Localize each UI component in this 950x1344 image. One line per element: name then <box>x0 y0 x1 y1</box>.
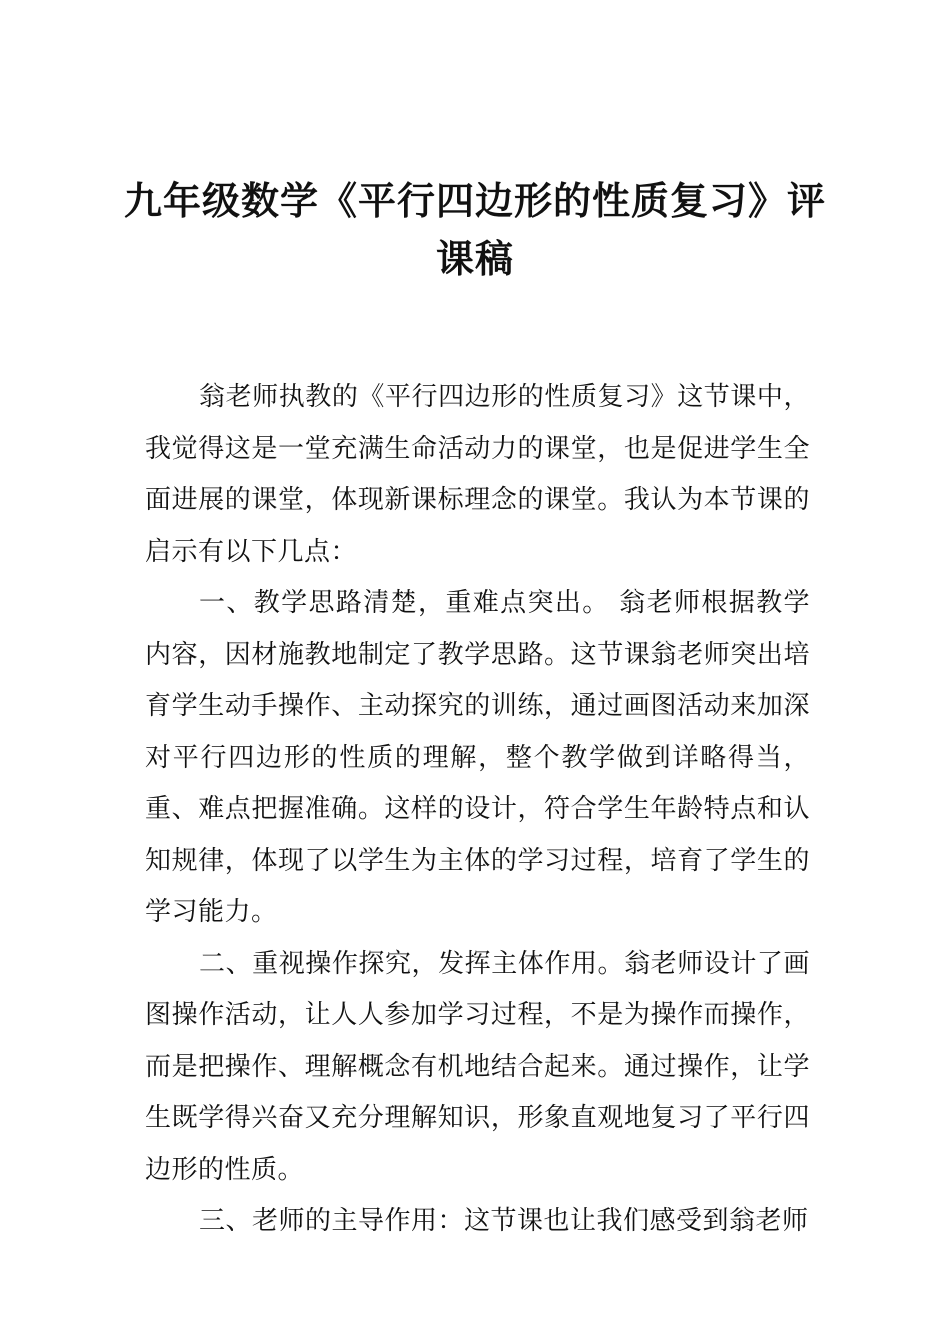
document-body <box>145 372 810 1248</box>
title-line-1: 九年级数学《平行四边形的性质复习》评 <box>123 179 826 223</box>
paragraph-point-3: 三、老师的主导作用：这节课也让我们感受到翁老师 <box>199 1206 809 1236</box>
document-title <box>120 172 830 288</box>
paragraph-intro: 翁老师执教的《平行四边形的性质复习》这节课中，我觉得这是一堂充满生命活动力的课堂，也是促进学生全面进展的课堂，体现新课标理念的课堂。我认为本节课的启示有以下几点： <box>145 382 810 567</box>
title-line-2: 课稿 <box>435 237 514 281</box>
paragraph-point-1: 一、教学思路清楚，重难点突出。 翁老师根据教学内容，因材施教地制定了教学思路。这节课翁老师突出培育学生动手操作、主动探究的训练，通过画图活动来加深对平行四边形的性质的理解，整个教学做到详略得当，重、难点把握准确。这样的设计，符合学生年龄特点和认知规律，体现了以学生为主体的学习过程，培育了学生的学习能力。 <box>145 588 810 927</box>
paragraph-point-2: 二、重视操作探究，发挥主体作用。翁老师设计了画图操作活动，让人人参加学习过程，不是为操作而操作，而是把操作、理解概念有机地结合起来。通过操作，让学生既学得兴奋又充分理解知识，形象直观地复习了平行四边形的性质。 <box>145 948 810 1185</box>
